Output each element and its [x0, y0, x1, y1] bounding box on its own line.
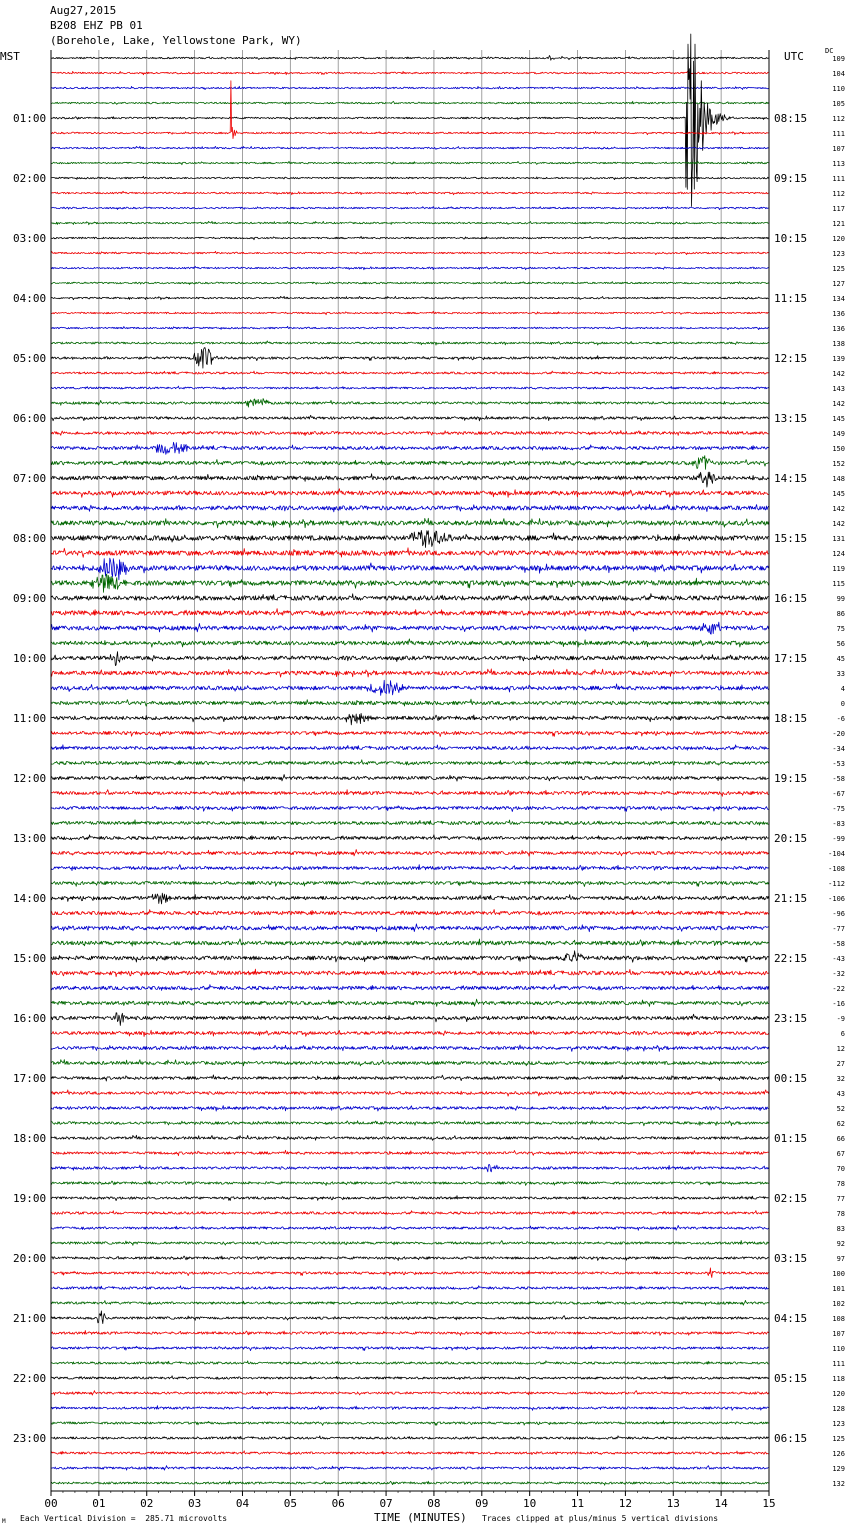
seismic-trace [51, 1346, 769, 1351]
seismic-trace [51, 969, 769, 977]
seismic-trace [51, 56, 769, 61]
mst-hour-label: 07:00 [13, 472, 47, 485]
dc-offset-label: 120 [832, 1390, 845, 1398]
seismic-trace [51, 1256, 769, 1261]
dc-offset-label: 124 [832, 550, 845, 558]
dc-offset-label: 136 [832, 310, 845, 318]
seismic-trace [51, 1013, 769, 1026]
seismic-trace [51, 1451, 769, 1455]
mst-hour-label: 03:00 [13, 232, 47, 245]
dc-offset-label: 150 [832, 445, 845, 453]
dc-offset-label: 97 [836, 1255, 845, 1263]
x-tick-label: 15 [762, 1497, 776, 1510]
seismic-trace [51, 1331, 769, 1336]
utc-hour-label: 00:15 [774, 1072, 808, 1085]
x-tick-label: 10 [523, 1497, 537, 1510]
dc-offset-label: 12 [836, 1045, 845, 1053]
seismic-trace [51, 1361, 769, 1365]
mst-hour-label: 19:00 [13, 1192, 47, 1205]
dc-offset-label: -43 [832, 955, 845, 963]
dc-offset-label: 109 [832, 55, 845, 63]
x-tick-label: 12 [618, 1497, 633, 1510]
seismic-trace [51, 1030, 769, 1036]
dc-offset-label: 78 [836, 1180, 845, 1188]
dc-offset-label: 142 [832, 400, 845, 408]
dc-offset-label: 123 [832, 250, 845, 258]
dc-offset-label: 0 [840, 700, 845, 708]
dc-offset-label: 145 [832, 490, 845, 498]
dc-offset-label: 66 [836, 1135, 845, 1143]
dc-offset-label: 119 [832, 565, 845, 573]
x-tick-label: 13 [666, 1497, 680, 1510]
utc-hour-label: 22:15 [774, 952, 808, 965]
dc-offset-label: 112 [832, 115, 845, 123]
x-tick-label: 06 [331, 1497, 345, 1510]
mst-hour-label: 21:00 [13, 1312, 47, 1325]
seismic-trace [51, 518, 769, 528]
utc-hour-label: 04:15 [774, 1312, 808, 1325]
utc-hour-label: 12:15 [774, 352, 808, 365]
dc-offset-label: -34 [832, 745, 845, 753]
seismic-trace [51, 530, 769, 547]
seismic-trace [51, 161, 769, 164]
dc-offset-label: 120 [832, 235, 845, 243]
dc-offset-label: 102 [832, 1300, 845, 1308]
dc-offset-label: 32 [836, 1075, 845, 1083]
seismic-trace [51, 609, 769, 617]
seismic-trace [51, 924, 769, 932]
dc-offset-label: 138 [832, 340, 845, 348]
seismic-trace [51, 835, 769, 841]
dc-offset-label: 125 [832, 1435, 845, 1443]
seismic-trace [51, 731, 769, 737]
dc-offset-label: 145 [832, 415, 845, 423]
dc-offset-label: -58 [832, 940, 845, 948]
seismic-trace [51, 594, 769, 601]
dc-offset-label: -106 [828, 895, 845, 903]
utc-hour-label: 19:15 [774, 772, 808, 785]
utc-hour-label: 08:15 [774, 112, 808, 125]
seismic-trace [51, 399, 769, 408]
dc-offset-label: 105 [832, 100, 845, 108]
seismic-trace [51, 1286, 769, 1290]
seismic-trace [51, 1466, 769, 1471]
seismic-trace [51, 680, 769, 695]
dc-offset-label: -6 [836, 715, 845, 723]
utc-hour-label: 01:15 [774, 1132, 808, 1145]
dc-offset-label: 83 [836, 1225, 845, 1233]
dc-offset-label: -53 [832, 760, 845, 768]
seismic-trace [51, 1406, 769, 1411]
dc-offset-label: 27 [836, 1060, 845, 1068]
dc-offset-label: 56 [836, 640, 845, 648]
mst-hour-label: 08:00 [13, 532, 47, 545]
dc-offset-label: -20 [832, 730, 845, 738]
record-date: Aug27,2015 [50, 4, 117, 17]
dc-offset-label: 142 [832, 520, 845, 528]
seismic-trace [51, 999, 769, 1006]
seismic-trace [51, 1090, 769, 1096]
seismic-trace [51, 348, 769, 368]
dc-offset-label: 92 [836, 1240, 845, 1248]
seismic-trace [51, 146, 769, 149]
left-timezone-label: MST [0, 50, 20, 63]
dc-column-label: DC [825, 47, 834, 55]
mst-hour-label: 12:00 [13, 772, 47, 785]
dc-offset-label: 111 [832, 1360, 845, 1368]
seismic-trace [51, 639, 769, 647]
utc-hour-label: 18:15 [774, 712, 808, 725]
footer-mark: M [2, 1518, 6, 1525]
seismic-trace [51, 558, 769, 580]
seismic-trace [51, 1106, 769, 1112]
x-tick-label: 08 [427, 1497, 441, 1510]
mst-hour-label: 10:00 [13, 652, 47, 665]
dc-offset-label: 86 [836, 610, 845, 618]
utc-hour-label: 11:15 [774, 292, 808, 305]
seismic-trace [51, 1196, 769, 1201]
x-tick-label: 04 [235, 1497, 250, 1510]
seismic-trace [51, 251, 769, 254]
seismic-trace [51, 548, 769, 558]
utc-hour-label: 16:15 [774, 592, 808, 605]
mst-hour-label: 02:00 [13, 172, 47, 185]
seismic-trace [51, 221, 769, 224]
seismic-trace [51, 504, 769, 511]
dc-offset-label: 142 [832, 505, 845, 513]
seismic-trace [51, 574, 769, 592]
seismic-trace [51, 1241, 769, 1246]
dc-offset-label: 104 [832, 70, 845, 78]
dc-offset-label: 45 [836, 655, 845, 663]
dc-offset-label: 52 [836, 1105, 845, 1113]
dc-offset-label: 112 [832, 190, 845, 198]
seismic-trace [51, 1135, 769, 1140]
seismic-trace [51, 386, 769, 389]
mst-hour-label: 06:00 [13, 412, 47, 425]
seismic-trace [51, 760, 769, 766]
seismic-trace [51, 472, 769, 487]
mst-hour-label: 14:00 [13, 892, 47, 905]
seismic-trace [51, 371, 769, 374]
seismic-trace [51, 865, 769, 871]
right-timezone-label: UTC [784, 50, 804, 63]
dc-offset-label: 67 [836, 1150, 845, 1158]
dc-offset-label: -83 [832, 820, 845, 828]
utc-hour-label: 21:15 [774, 892, 808, 905]
seismic-trace [51, 1391, 769, 1396]
dc-offset-label: -96 [832, 910, 845, 918]
x-tick-label: 03 [187, 1497, 202, 1510]
dc-offset-label: 77 [836, 1195, 845, 1203]
seismic-trace [51, 311, 769, 314]
seismic-trace [51, 326, 769, 329]
seismic-trace [51, 431, 769, 436]
dc-offset-label: 143 [832, 385, 845, 393]
seismic-trace [51, 669, 769, 677]
utc-hour-label: 14:15 [774, 472, 808, 485]
utc-hour-label: 17:15 [774, 652, 808, 665]
seismic-trace [51, 622, 769, 634]
dc-offset-label: 111 [832, 175, 845, 183]
mst-hour-label: 17:00 [13, 1072, 47, 1085]
utc-hour-label: 02:15 [774, 1192, 808, 1205]
station-location: (Borehole, Lake, Yellowstone Park, WY) [50, 34, 302, 47]
dc-offset-label: 110 [832, 85, 845, 93]
mst-hour-label: 20:00 [13, 1252, 47, 1265]
x-tick-label: 07 [379, 1497, 393, 1510]
seismic-trace [51, 191, 769, 194]
dc-offset-label: 142 [832, 370, 845, 378]
vertical-division-note: Each Vertical Division = 285.71 microvolts [20, 1514, 228, 1523]
seismic-trace [51, 745, 769, 750]
utc-hour-label: 23:15 [774, 1012, 808, 1025]
seismic-trace [51, 71, 769, 74]
seismic-trace [51, 442, 769, 454]
seismic-trace [51, 893, 769, 904]
dc-offset-label: 115 [832, 580, 845, 588]
dc-offset-label: -99 [832, 835, 845, 843]
minute-gridlines [99, 50, 721, 1491]
dc-offset-label: 107 [832, 1330, 845, 1338]
seismic-trace [51, 1181, 769, 1186]
seismic-trace [51, 1376, 769, 1380]
seismic-trace [51, 236, 769, 239]
dc-offset-label: 134 [832, 295, 845, 303]
mst-hour-label: 04:00 [13, 292, 47, 305]
x-tick-label: 11 [570, 1497, 585, 1510]
seismic-trace [51, 1164, 769, 1171]
seismic-trace [51, 1225, 769, 1230]
seismic-trace [51, 1150, 769, 1155]
seismic-traces [51, 34, 769, 1485]
dc-offset-label: 139 [832, 355, 845, 363]
clip-note: Traces clipped at plus/minus 5 vertical divisions [482, 1514, 719, 1523]
seismic-trace [51, 820, 769, 825]
seismic-trace [51, 652, 769, 666]
seismic-trace [51, 81, 769, 139]
dc-offset-label: 62 [836, 1120, 845, 1128]
x-tick-label: 09 [475, 1497, 489, 1510]
utc-hour-label: 09:15 [774, 172, 808, 185]
dc-offset-label: 129 [832, 1465, 845, 1473]
mst-hour-label: 16:00 [13, 1012, 47, 1025]
utc-hour-label: 20:15 [774, 832, 808, 845]
dc-offset-label: 149 [832, 430, 845, 438]
seismic-trace [51, 939, 769, 946]
seismic-trace [51, 1211, 769, 1215]
seismic-trace [51, 951, 769, 962]
utc-hour-label: 05:15 [774, 1372, 808, 1385]
mst-hour-labels [13, 112, 46, 1445]
seismic-trace [51, 910, 769, 916]
dc-offset-label: 33 [836, 670, 845, 678]
seismic-trace [51, 1060, 769, 1066]
seismic-trace [51, 101, 769, 104]
dc-offset-label: 136 [832, 325, 845, 333]
dc-offset-labels [828, 55, 845, 1488]
x-tick-label: 02 [140, 1497, 154, 1510]
dc-offset-label: 152 [832, 460, 845, 468]
seismic-trace [51, 1121, 769, 1126]
x-tick-label: 14 [714, 1497, 728, 1510]
dc-offset-label: 107 [832, 145, 845, 153]
seismic-trace [51, 341, 769, 345]
dc-offset-label: -112 [828, 880, 845, 888]
utc-hour-label: 06:15 [774, 1432, 808, 1445]
mst-hour-label: 22:00 [13, 1372, 47, 1385]
dc-offset-label: 110 [832, 1345, 845, 1353]
seismic-trace [51, 1300, 769, 1305]
utc-hour-label: 10:15 [774, 232, 808, 245]
seismic-trace [51, 1436, 769, 1440]
dc-offset-label: 128 [832, 1405, 845, 1413]
seismic-trace [51, 881, 769, 887]
dc-offset-label: 121 [832, 220, 845, 228]
seismic-trace [51, 985, 769, 991]
x-tick-label: 00 [44, 1497, 58, 1510]
dc-offset-label: 78 [836, 1210, 845, 1218]
dc-offset-label: -58 [832, 775, 845, 783]
dc-offset-label: 131 [832, 535, 845, 543]
x-tick-label: 01 [92, 1497, 106, 1510]
seismic-trace [51, 790, 769, 797]
seismic-trace [51, 282, 769, 285]
dc-offset-label: 99 [836, 595, 845, 603]
mst-hour-label: 23:00 [13, 1432, 47, 1445]
dc-offset-label: -75 [832, 805, 845, 813]
dc-offset-label: -9 [836, 1015, 845, 1023]
seismic-trace [51, 489, 769, 498]
utc-hour-label: 13:15 [774, 412, 808, 425]
dc-offset-label: 132 [832, 1480, 845, 1488]
seismic-trace [51, 1311, 769, 1324]
dc-offset-label: 75 [836, 625, 845, 633]
seismic-trace [51, 266, 769, 269]
seismic-trace [51, 296, 769, 299]
x-tick-label: 05 [283, 1497, 297, 1510]
mst-hour-label: 05:00 [13, 352, 47, 365]
mst-hour-label: 15:00 [13, 952, 47, 965]
utc-hour-labels [774, 112, 807, 1445]
dc-offset-label: 123 [832, 1420, 845, 1428]
dc-offset-label: -104 [828, 850, 845, 858]
seismic-trace [51, 713, 769, 724]
dc-offset-label: 148 [832, 475, 845, 483]
dc-offset-label: 125 [832, 265, 845, 273]
dc-offset-label: -67 [832, 790, 845, 798]
x-axis-ticks [44, 1491, 775, 1510]
dc-offset-label: 4 [840, 685, 845, 693]
utc-hour-label: 15:15 [774, 532, 808, 545]
seismic-trace [51, 207, 769, 210]
seismic-trace [51, 1421, 769, 1426]
seismic-trace [51, 806, 769, 812]
dc-offset-label: 127 [832, 280, 845, 288]
seismic-trace [51, 850, 769, 857]
seismic-trace [51, 1045, 769, 1051]
dc-offset-label: -108 [828, 865, 845, 873]
utc-hour-label: 03:15 [774, 1252, 808, 1265]
dc-offset-label: 6 [840, 1030, 845, 1038]
plot-frame [51, 50, 769, 1491]
seismic-trace [51, 699, 769, 706]
seismic-trace [51, 1075, 769, 1081]
dc-offset-label: -77 [832, 925, 845, 933]
dc-offset-label: 126 [832, 1450, 845, 1458]
mst-hour-label: 01:00 [13, 112, 47, 125]
seismic-trace [51, 176, 769, 179]
dc-offset-label: 111 [832, 130, 845, 138]
mst-hour-label: 18:00 [13, 1132, 47, 1145]
dc-offset-label: 118 [832, 1375, 845, 1383]
x-axis-title: TIME (MINUTES) [374, 1511, 467, 1524]
seismic-trace [51, 1268, 769, 1278]
seismic-trace [51, 415, 769, 421]
seismic-trace [51, 456, 769, 470]
dc-offset-label: -16 [832, 1000, 845, 1008]
mst-hour-label: 13:00 [13, 832, 47, 845]
dc-offset-label: 43 [836, 1090, 845, 1098]
dc-offset-label: -22 [832, 985, 845, 993]
seismic-trace [51, 34, 769, 207]
station-code: B208 EHZ PB 01 [50, 19, 143, 32]
dc-offset-label: 117 [832, 205, 845, 213]
seismic-trace [51, 775, 769, 782]
dc-offset-label: 101 [832, 1285, 845, 1293]
dc-offset-label: 113 [832, 160, 845, 168]
mst-hour-label: 09:00 [13, 592, 47, 605]
seismic-trace [51, 86, 769, 89]
seismic-trace [51, 1481, 769, 1485]
dc-offset-label: 100 [832, 1270, 845, 1278]
mst-hour-label: 11:00 [13, 712, 47, 725]
dc-offset-label: 70 [836, 1165, 845, 1173]
dc-offset-label: 108 [832, 1315, 845, 1323]
dc-offset-label: -32 [832, 970, 845, 978]
